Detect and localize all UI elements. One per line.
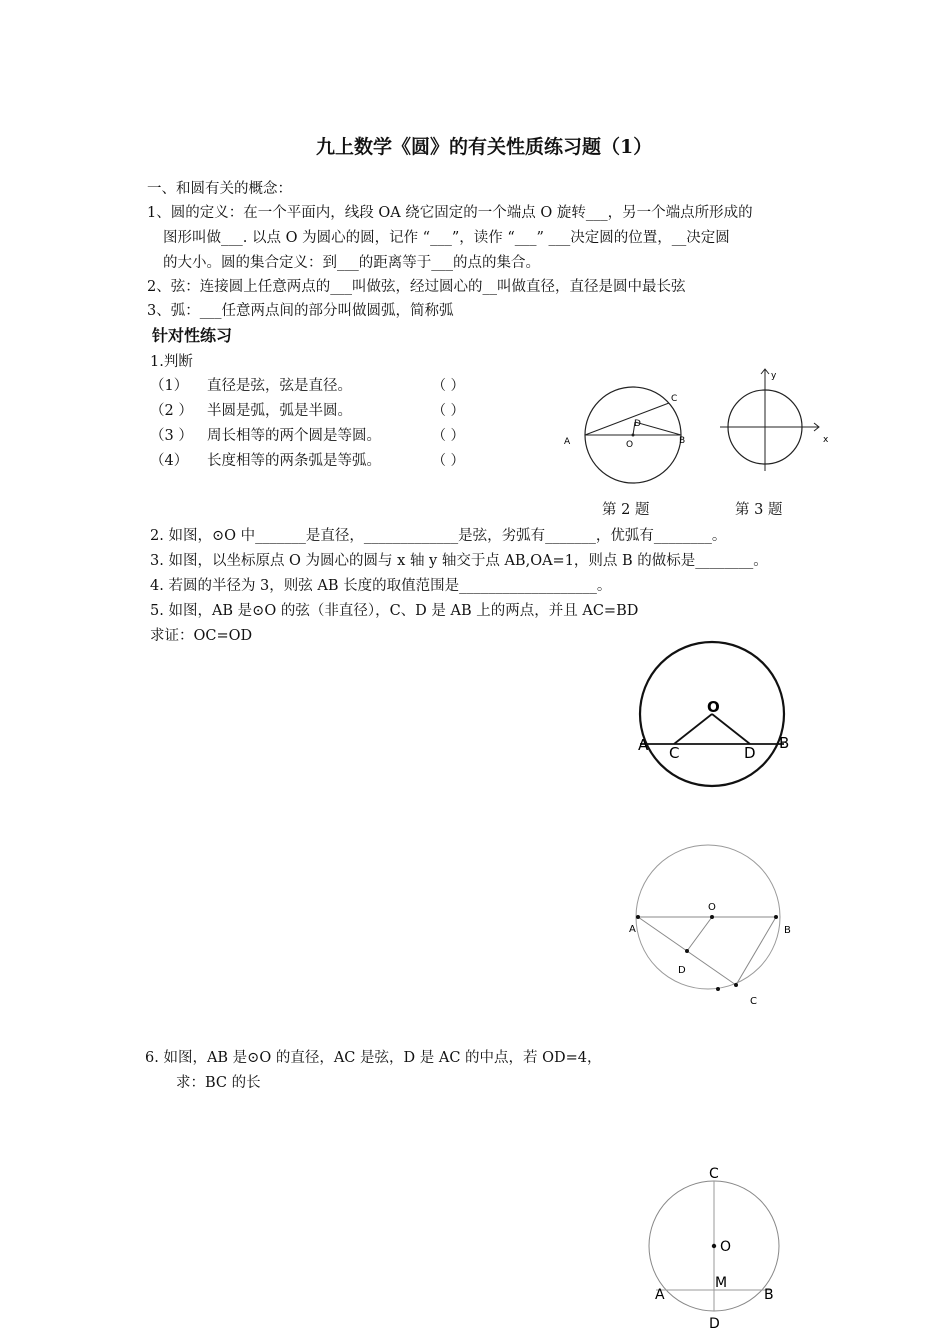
question-1-label: 1.判断	[150, 354, 193, 370]
segment-od	[712, 714, 750, 744]
definition-line: 的大小。圆的集合定义：到___的距离等于___的点的集合。	[163, 255, 540, 271]
label-d: D	[709, 1316, 720, 1332]
arc-definition: 3、弧：___任意两点间的部分叫做圆弧，简称弧	[147, 303, 454, 319]
segment-od	[687, 917, 712, 951]
judgment-answer-blank[interactable]: （ ）	[432, 403, 465, 419]
label-a: A	[655, 1287, 665, 1303]
label-c: C	[669, 744, 680, 762]
label-c: C	[750, 996, 757, 1007]
judgment-text: 周长相等的两个圆是等圆。	[207, 428, 381, 444]
figure-question-2	[560, 380, 690, 500]
question-4: 4. 若圆的半径为 3，则弦 AB 长度的取值范围是___________________。	[150, 578, 612, 594]
center-point	[632, 434, 635, 437]
figure-question-6-diagram	[640, 1162, 800, 1342]
page-title: 九上数学《圆》的有关性质练习题（1）	[316, 136, 653, 158]
point-b	[774, 915, 778, 919]
question-5-proof: 求证：OC=OD	[150, 628, 253, 644]
label-a: A	[564, 437, 571, 447]
point-a	[636, 915, 640, 919]
practice-heading: 针对性练习	[152, 326, 233, 345]
label-o: O	[720, 1239, 732, 1255]
figure-caption: 第 2 题	[602, 502, 650, 518]
judgment-answer-blank[interactable]: （ ）	[432, 453, 465, 469]
figure-question-3	[715, 365, 845, 485]
center-point	[712, 1244, 716, 1248]
judgment-number: （2 ）	[150, 403, 193, 419]
point-extra	[716, 987, 720, 991]
label-b: B	[679, 436, 686, 446]
chord-bc	[736, 917, 776, 985]
label-y: y	[771, 371, 777, 381]
point-c	[734, 983, 738, 987]
label-c: C	[709, 1166, 719, 1182]
judgment-number: （3 ）	[150, 428, 193, 444]
label-d: D	[744, 744, 756, 762]
label-b: B	[784, 925, 791, 936]
label-o: O	[708, 902, 716, 913]
segment-oc	[674, 714, 712, 744]
label-m: M	[715, 1275, 728, 1291]
label-c: C	[671, 394, 678, 404]
label-o: O	[626, 440, 634, 450]
question-3: 3. 如图，以坐标原点 O 为圆心的圆与 x 轴 y 轴交于点 AB,OA=1，则点 B 的做标是________。	[150, 553, 768, 569]
label-a: A	[638, 736, 649, 754]
segment-db	[635, 422, 681, 435]
judgment-text: 直径是弦，弦是直径。	[207, 378, 352, 394]
question-6: 6. 如图，AB 是⊙O 的直径，AC 是弦，D 是 AC 的中点，若 OD=4，	[145, 1050, 602, 1066]
label-d: D	[678, 965, 686, 976]
label-a: A	[629, 924, 636, 935]
judgment-text: 长度相等的两条弧是等弧。	[207, 453, 381, 469]
label-x: x	[823, 435, 829, 445]
section-heading: 一、和圆有关的概念：	[147, 181, 292, 197]
figure-caption: 第 3 题	[735, 502, 783, 518]
chord-definition: 2、弦：连接圆上任意两点的___叫做弦，经过圆心的__叫做直径，直径是圆中最长弦	[147, 279, 686, 295]
question-5: 5. 如图，AB 是⊙O 的弦（非直径），C、D 是 AB 上的两点，并且 AC=BD	[150, 603, 639, 619]
label-b: B	[779, 734, 790, 752]
question-2: 2. 如图，⊙O 中_______是直径，_____________是弦，劣弧有_______，优弧有________。	[150, 528, 727, 544]
label-d: D	[634, 419, 641, 429]
definition-line: 图形叫做___. 以点 O 为圆心的圆，记作 “___”，读作 “___” ___决定圆的位置，__决定圆	[163, 230, 730, 246]
judgment-answer-blank[interactable]: （ ）	[432, 378, 465, 394]
judgment-number: （1）	[150, 378, 189, 394]
chord-ac	[585, 403, 669, 435]
judgment-answer-blank[interactable]: （ ）	[432, 428, 465, 444]
label-o: O	[707, 698, 720, 716]
judgment-text: 半圆是弧，弧是半圆。	[207, 403, 352, 419]
point-d	[685, 949, 689, 953]
definition-line: 1、圆的定义：在一个平面内，线段 OA 绕它固定的一个端点 O 旋转___，另一个端点所形成的	[147, 205, 753, 221]
figure-question-6	[620, 840, 800, 1015]
label-b: B	[764, 1287, 774, 1303]
point-o	[710, 915, 714, 919]
figure-question-5	[630, 640, 800, 790]
question-6-ask: 求：BC 的长	[176, 1075, 261, 1091]
judgment-number: （4）	[150, 453, 189, 469]
